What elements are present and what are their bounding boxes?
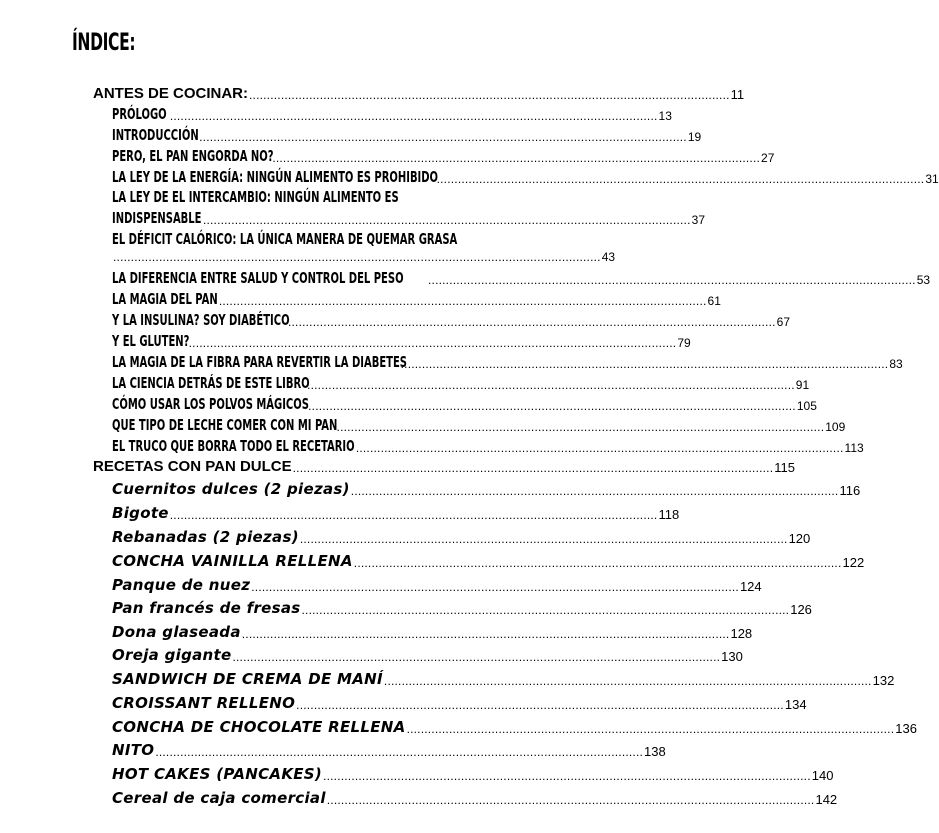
leader-dots: ..........................................................................................................................................: [155, 745, 644, 759]
toc-entry-label: Rebanadas (2 piezas): [112, 528, 299, 546]
leader-dots: ..........................................................................................................................................: [307, 378, 795, 392]
toc-entry[interactable]: [112, 789, 838, 807]
toc-page-number: 140: [811, 768, 834, 783]
toc-page-number: 128: [730, 626, 753, 641]
toc-entry[interactable]: [112, 741, 666, 759]
leader-dots: ..........................................................................................................................................: [299, 532, 788, 546]
leader-dots: ..........................................................................................................................................: [251, 580, 739, 594]
toc-section-label: RECETAS CON PAN DULCE: [93, 458, 292, 475]
toc-page-number: 122: [842, 555, 865, 570]
toc-entry[interactable]: [112, 353, 903, 371]
toc-entry-label: EL TRUCO QUE BORRA TODO EL RECETARIO: [112, 437, 355, 455]
leader-dots: ..........................................................................................................................................: [296, 698, 784, 712]
leader-dots: ..........................................................................................................................................: [113, 250, 601, 264]
leader-dots: ..........................................................................................................................................: [287, 315, 776, 329]
toc-entry-label: LA MAGIA DE LA FIBRA PARA REVERTIR LA DIABETES: [112, 353, 407, 371]
toc-page-number: 11: [730, 87, 745, 102]
toc-page-number: 91: [795, 378, 810, 392]
leader-dots: ..........................................................................................................................................: [323, 769, 811, 783]
leader-dots: ..........................................................................................................................................: [199, 130, 687, 144]
toc-page-number: 116: [839, 483, 861, 498]
toc-entry[interactable]: [112, 374, 810, 392]
leader-dots: ..........................................................................................................................................: [400, 357, 889, 371]
toc-entry-label: PRÓLOGO: [112, 105, 167, 123]
toc-page-number: 120: [788, 531, 811, 546]
toc-entry[interactable]: [112, 416, 846, 434]
toc-entry[interactable]: [112, 646, 743, 664]
leader-dots: ..........................................................................................................................................: [436, 172, 925, 186]
toc-entry-label: Oreja gigante: [112, 646, 232, 664]
toc-entry-label: Cereal de caja comercial: [112, 789, 326, 807]
toc-entry-label: LA MAGIA DEL PAN: [112, 290, 218, 308]
toc-page-number: 53: [916, 273, 931, 287]
toc-page-number: 19: [687, 130, 702, 144]
toc-page-number: 83: [889, 357, 903, 371]
toc-page-number: 61: [707, 294, 721, 308]
toc-entry-label: INTRODUCCIÓN: [112, 126, 199, 144]
toc-entry-label: CÓMO USAR LOS POLVOS MÁGICOS: [112, 395, 309, 413]
toc-entry-label: LA LEY DE LA ENERGÍA: NINGÚN ALIMENTO ES PROHIBIDO: [112, 168, 439, 186]
toc-entry[interactable]: [112, 311, 791, 329]
toc-entry-label: Pan francés de fresas: [112, 599, 301, 617]
toc-page-number: 13: [658, 109, 672, 123]
toc-page-number: 37: [691, 213, 705, 227]
toc-entry[interactable]: [112, 718, 917, 736]
toc-entry[interactable]: [112, 147, 775, 165]
toc-page-number: 124: [739, 579, 762, 594]
toc-entry[interactable]: [112, 528, 811, 546]
toc-page-number: 142: [815, 792, 838, 807]
toc-entry[interactable]: [112, 105, 672, 123]
toc-entry-label: LA DIFERENCIA ENTRE SALUD Y CONTROL DEL PESO: [112, 269, 404, 287]
toc-entry-label-line1: EL DÉFICIT CALÓRICO: LA ÚNICA MANERA DE QUEMAR GRASA: [112, 230, 458, 248]
toc-entry-label: Y LA INSULINA? SOY DIABÉTICO: [112, 311, 290, 329]
toc-entry[interactable]: [112, 694, 807, 712]
leader-dots: ..........................................................................................................................................: [218, 294, 707, 308]
toc-page-number: 27: [761, 151, 775, 165]
toc-page-number: 138: [644, 744, 666, 759]
toc-page-number: 67: [776, 315, 791, 329]
toc-entry[interactable]: [112, 504, 680, 522]
toc-page-number: 113: [844, 441, 864, 455]
toc-entry-label: PERO, EL PAN ENGORDA NO?: [112, 147, 274, 165]
toc-page-number: 31: [925, 172, 939, 186]
toc-entry[interactable]: [112, 670, 895, 688]
toc-entry-label: CONCHA DE CHOCOLATE RELLENA: [112, 718, 406, 736]
page-title: ÍNDICE:: [72, 28, 136, 56]
leader-dots: ........................................................................................................................................: [249, 88, 730, 102]
toc-entry-label: Bigote: [112, 504, 169, 522]
toc-section-recetas-con-pan-dulce[interactable]: [93, 458, 795, 475]
toc-entry[interactable]: [112, 126, 702, 144]
leader-dots: ..........................................................................................................................................: [169, 109, 658, 123]
leader-dots: ..........................................................................................................................................: [428, 273, 916, 287]
leader-dots: ..........................................................................................................................................: [326, 793, 815, 807]
leader-dots: ..........................................................................................................................................: [353, 556, 842, 570]
leader-dots: ..........................................................................................................................................: [202, 213, 691, 227]
toc-page-number: 109: [825, 420, 846, 434]
leader-dots: ..........................................................................................................................................: [308, 399, 796, 413]
toc-entry-label: LA CIENCIA DETRÁS DE ESTE LIBRO: [112, 374, 310, 392]
leader-dots: ..........................................................................................................................................: [272, 151, 761, 165]
leader-dots: ........................................................................................................................................: [292, 461, 774, 475]
toc-page-number: 79: [677, 336, 691, 350]
leader-dots: ..........................................................................................................................................: [241, 627, 730, 641]
toc-entry-label: Panque de nuez: [112, 576, 251, 594]
toc-entry-label: SANDWICH DE CREMA DE MANÍ: [112, 670, 383, 688]
toc-page-number: 43: [601, 250, 616, 264]
toc-section-label: ANTES DE COCINAR:: [93, 85, 249, 102]
toc-entry[interactable]: [112, 209, 705, 227]
toc-entry-label: QUE TIPO DE LECHE COMER CON MI PAN: [112, 416, 338, 434]
toc-page-number: 132: [872, 673, 895, 688]
toc-page-number: 105: [796, 399, 817, 413]
toc-page-number: 134: [784, 697, 807, 712]
toc-section-antes-de-cocinar[interactable]: [93, 85, 745, 102]
toc-entry[interactable]: [112, 599, 812, 617]
toc-entry[interactable]: [112, 168, 939, 186]
toc-entry[interactable]: [112, 395, 817, 413]
toc-entry-label: HOT CAKES (PANCAKES): [112, 765, 323, 783]
leader-dots: ..........................................................................................................................................: [350, 484, 839, 498]
toc-entry-label: NITO: [112, 741, 155, 759]
toc-entry-label: Y EL GLUTEN?: [112, 332, 190, 350]
leader-dots: ..........................................................................................................................................: [169, 508, 658, 522]
toc-entry[interactable]: [112, 576, 762, 594]
toc-entry[interactable]: [112, 765, 834, 783]
toc-entry-label-line1: LA LEY DE EL INTERCAMBIO: NINGÚN ALIMENTO ES: [112, 188, 399, 206]
leader-dots: ..........................................................................................................................................: [188, 336, 677, 350]
toc-entry[interactable]: [112, 290, 721, 308]
toc-entry[interactable]: [112, 552, 865, 570]
leader-dots: ..........................................................................................................................................: [301, 603, 790, 617]
toc-entry[interactable]: [112, 250, 616, 264]
leader-dots: ..........................................................................................................................................: [336, 420, 825, 434]
toc-entry-label: CROISSANT RELLENO: [112, 694, 296, 712]
leader-dots: ..........................................................................................................................................: [355, 441, 844, 455]
leader-dots: ..........................................................................................................................................: [406, 722, 895, 736]
leader-dots: ..........................................................................................................................................: [232, 650, 721, 664]
toc-entry[interactable]: [112, 332, 691, 350]
toc-entry-label: Cuernitos dulces (2 piezas): [112, 480, 350, 498]
toc-entry-label: CONCHA VAINILLA RELLENA: [112, 552, 353, 570]
toc-entry-label: INDISPENSABLE: [112, 209, 202, 227]
toc-entry-label: Dona glaseada: [112, 623, 241, 641]
toc-page-number: 130: [721, 649, 743, 664]
toc-page-number: 115: [774, 460, 795, 475]
toc-entry[interactable]: [112, 480, 861, 498]
toc-entry[interactable]: [112, 623, 753, 641]
toc-entry[interactable]: [112, 269, 931, 287]
toc-page-number: 126: [790, 602, 812, 617]
toc-entry[interactable]: [112, 437, 864, 455]
leader-dots: ..........................................................................................................................................: [383, 674, 872, 688]
toc-page-number: 136: [895, 721, 917, 736]
toc-page-number: 118: [658, 507, 680, 522]
